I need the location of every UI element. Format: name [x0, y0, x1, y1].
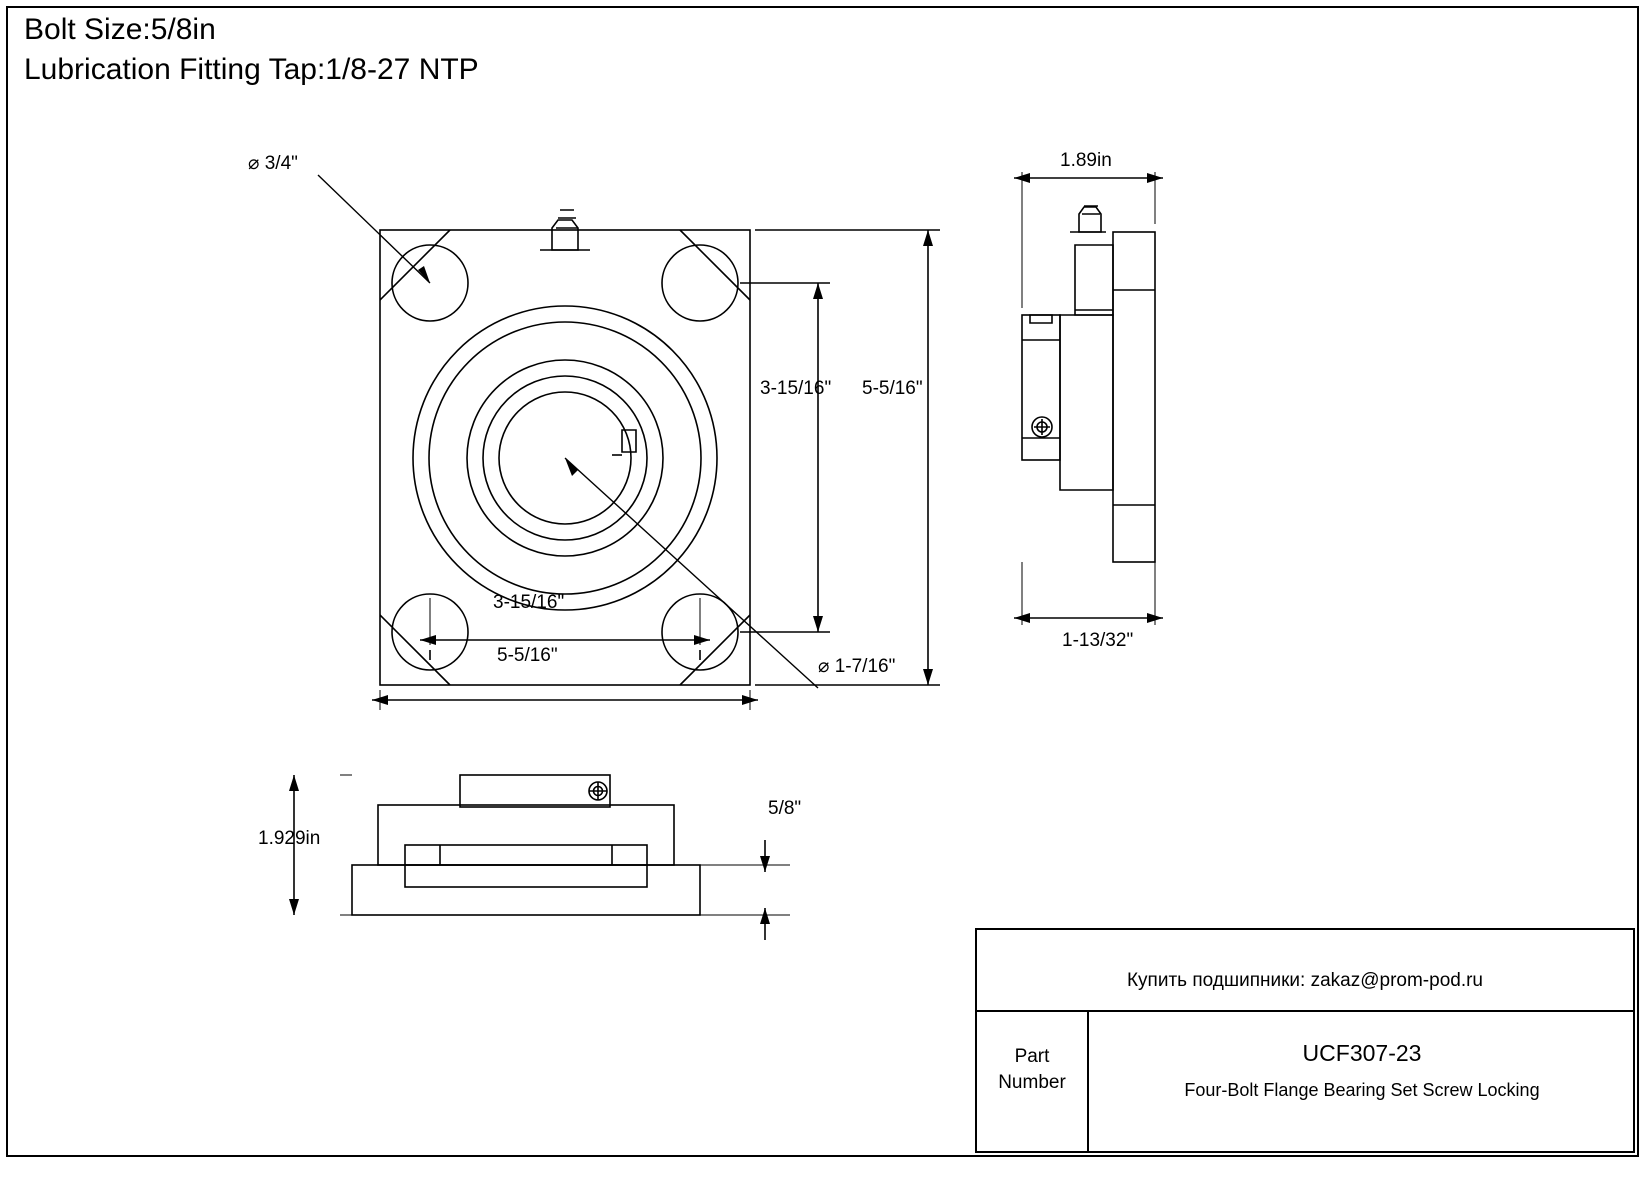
part-number-label-cell: [977, 1012, 1089, 1153]
vertical-overall-label: 5-5/16": [862, 378, 923, 399]
flange-thickness-label: 5/8": [768, 798, 802, 819]
horizontal-bolt-spacing-label: 3-15/16": [493, 592, 565, 613]
vertical-bolt-spacing-label: 3-15/16": [760, 378, 832, 399]
title-block-note-row: [977, 930, 1633, 1012]
bottom-height-label: 1.929in: [258, 828, 321, 849]
title-block: [975, 928, 1635, 1153]
bolt-hole-diameter-label: ⌀ 3/4": [248, 153, 298, 174]
part-info-cell: [1089, 1012, 1635, 1153]
header-line-1: Bolt Size:5/8in: [24, 13, 216, 46]
header-line-2: Lubrication Fitting Tap:1/8-27 NTP: [24, 53, 479, 86]
part-number-label-line2: Number: [998, 1072, 1066, 1093]
part-description: Four-Bolt Flange Bearing Set Screw Locking: [1184, 1080, 1540, 1100]
part-number-label-line1: Part: [1014, 1046, 1050, 1067]
horizontal-overall-label: 5-5/16": [497, 645, 558, 666]
part-code: UCF307-23: [1302, 1040, 1422, 1066]
side-width-label: 1.89in: [1060, 150, 1112, 171]
purchase-email-note: Купить подшипники: zakaz@prom-pod.ru: [1126, 970, 1484, 991]
side-base-label: 1-13/32": [1062, 630, 1134, 651]
isometric-render: [1300, 20, 1540, 320]
bore-diameter-label: ⌀ 1-7/16": [818, 656, 896, 677]
